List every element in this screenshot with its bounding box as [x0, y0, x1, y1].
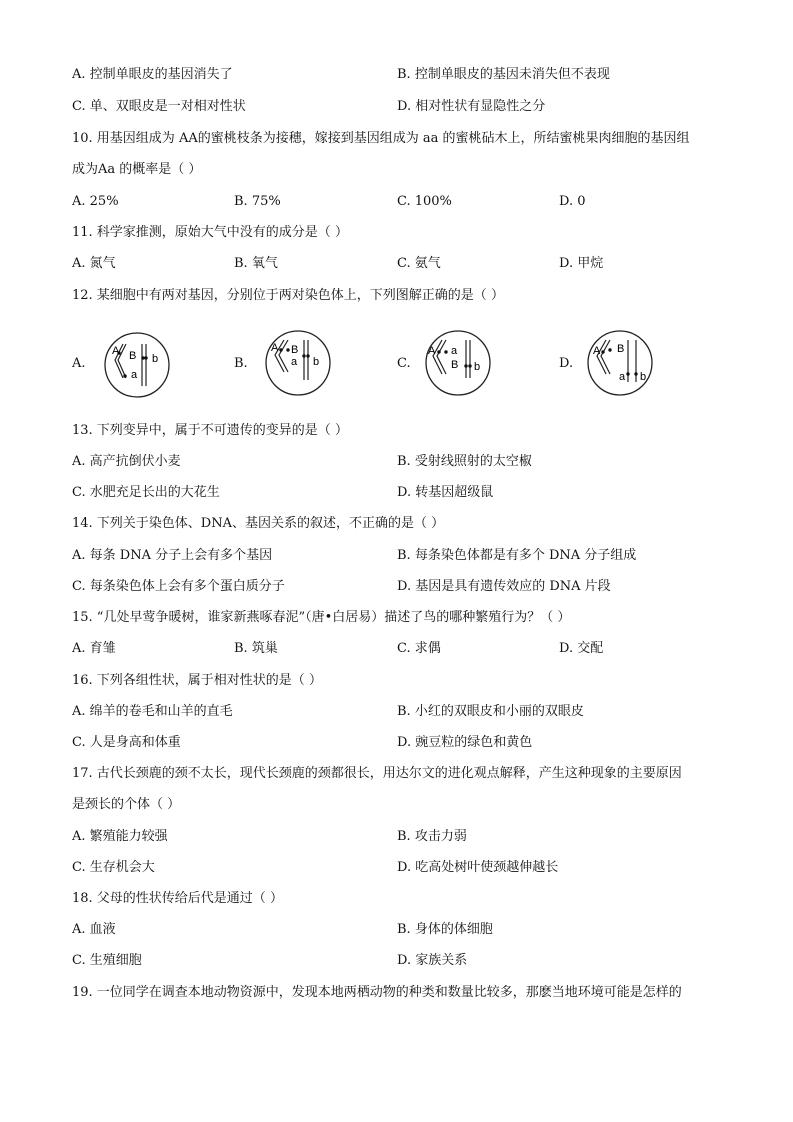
- q10-option-b: B. 75%: [234, 194, 281, 209]
- cell-diagram-a: [101, 330, 173, 400]
- q14-option-d: D. 基因是具有遗传效应的 DNA 片段: [397, 579, 611, 594]
- q14-stem: 14. 下列关于染色体、DNA、基因关系的叙述，不正确的是（ ）: [72, 516, 445, 531]
- gene-label: A: [593, 345, 601, 357]
- q15-option-b: B. 筑巢: [234, 641, 278, 656]
- gene-label: B: [617, 343, 625, 355]
- gene-label: B: [291, 344, 299, 356]
- q12-option-a: A.: [72, 356, 86, 371]
- q16-option-c: C. 人是身高和体重: [72, 735, 181, 750]
- q12-option-b: B.: [234, 356, 248, 371]
- gene-label: a: [451, 345, 458, 357]
- q18-option-a: A. 血液: [72, 922, 116, 937]
- q16-option-d: D. 豌豆粒的绿色和黄色: [397, 735, 533, 750]
- q13-option-d: D. 转基因超级鼠: [397, 485, 494, 500]
- q13-stem: 13. 下列变异中，属于不可遗传的变异的是（ ）: [72, 423, 348, 438]
- q9-option-d: D. 相对性状有显隐性之分: [397, 99, 546, 114]
- q17-option-d: D. 吃高处树叶使颈越伸越长: [397, 860, 559, 875]
- q14-option-c: C. 每条染色体上会有多个蛋白质分子: [72, 579, 285, 594]
- q12-option-c: C.: [397, 356, 411, 371]
- q10-option-c: C. 100%: [397, 194, 452, 209]
- gene-label: A: [112, 345, 120, 357]
- gene-label: A: [428, 345, 436, 357]
- cell-diagram-d: [584, 328, 656, 398]
- q15-stem: 15. “几处早莺争暖树，谁家新燕啄春泥”（唐•白居易）描述了鸟的哪种繁殖行为？（ ）: [72, 610, 571, 625]
- q12-stem: 12. 某细胞中有两对基因，分别位于两对染色体上，下列图解正确的是（ ）: [72, 288, 504, 303]
- q9-option-c: C. 单、双眼皮是一对相对性状: [72, 99, 246, 114]
- cell-diagram-b: [262, 328, 334, 398]
- q13-option-c: C. 水肥充足长出的大花生: [72, 485, 220, 500]
- q9-option-b: B. 控制单眼皮的基因未消失但不表现: [397, 67, 610, 82]
- q16-option-a: A. 绵羊的卷毛和山羊的直毛: [72, 704, 233, 719]
- q13-option-a: A. 高产抗倒伏小麦: [72, 454, 181, 469]
- gene-label: B: [129, 350, 137, 362]
- q9-option-a: A. 控制单眼皮的基因消失了: [72, 67, 233, 82]
- q17-stem-line1: 17. 古代长颈鹿的颈不太长，现代长颈鹿的颈都很长，用达尔文的进化观点解释，产生这种现象的主要原因: [72, 766, 682, 781]
- gene-label: a: [291, 356, 298, 368]
- gene-label: b: [640, 371, 647, 383]
- q17-option-a: A. 繁殖能力较强: [72, 829, 168, 844]
- q14-option-b: B. 每条染色体都是有多个 DNA 分子组成: [397, 548, 637, 563]
- q13-option-b: B. 受射线照射的太空椒: [397, 454, 532, 469]
- q17-option-b: B. 攻击力弱: [397, 829, 467, 844]
- q18-option-c: C. 生殖细胞: [72, 953, 142, 968]
- q17-option-c: C. 生存机会大: [72, 860, 155, 875]
- gene-label: b: [474, 361, 481, 373]
- q19-stem: 19. 一位同学在调查本地动物资源中，发现本地两栖动物的种类和数量比较多，那麽当地环境可能是怎样的: [72, 985, 682, 1000]
- q15-option-d: D. 交配: [559, 641, 604, 656]
- gene-label: b: [152, 353, 159, 365]
- q11-option-a: A. 氮气: [72, 256, 116, 271]
- q14-option-a: A. 每条 DNA 分子上会有多个基因: [72, 548, 273, 563]
- q10-option-d: D. 0: [559, 194, 586, 209]
- q11-stem: 11. 科学家推测，原始大气中没有的成分是（ ）: [72, 225, 348, 240]
- q10-stem-line2: 成为Aa 的概率是（ ）: [72, 162, 202, 177]
- gene-label: A: [271, 342, 279, 354]
- q11-option-b: B. 氧气: [234, 256, 278, 271]
- q16-stem: 16. 下列各组性状，属于相对性状的是（ ）: [72, 673, 322, 688]
- q15-option-a: A. 育雏: [72, 641, 116, 656]
- q15-option-c: C. 求偶: [397, 641, 441, 656]
- gene-label: B: [451, 359, 459, 371]
- q12-option-d: D.: [559, 356, 574, 371]
- q10-option-a: A. 25%: [72, 194, 119, 209]
- q18-option-b: B. 身体的体细胞: [397, 922, 493, 937]
- q18-option-d: D. 家族关系: [397, 953, 468, 968]
- gene-label: a: [131, 369, 138, 381]
- q10-stem-line1: 10. 用基因组成为 AA的蜜桃枝条为接穗，嫁接到基因组成为 aa 的蜜桃砧木上，所结蜜桃果肉细胞的基因组: [72, 131, 690, 146]
- q18-stem: 18. 父母的性状传给后代是通过（ ）: [72, 891, 283, 906]
- gene-label: a: [619, 371, 626, 383]
- q16-option-b: B. 小红的双眼皮和小丽的双眼皮: [397, 704, 584, 719]
- q11-option-c: C. 氨气: [397, 256, 441, 271]
- q17-stem-line2: 是颈长的个体（ ）: [72, 797, 181, 812]
- gene-label: b: [313, 356, 320, 368]
- cell-diagram-c: [422, 328, 494, 398]
- q11-option-d: D. 甲烷: [559, 256, 604, 271]
